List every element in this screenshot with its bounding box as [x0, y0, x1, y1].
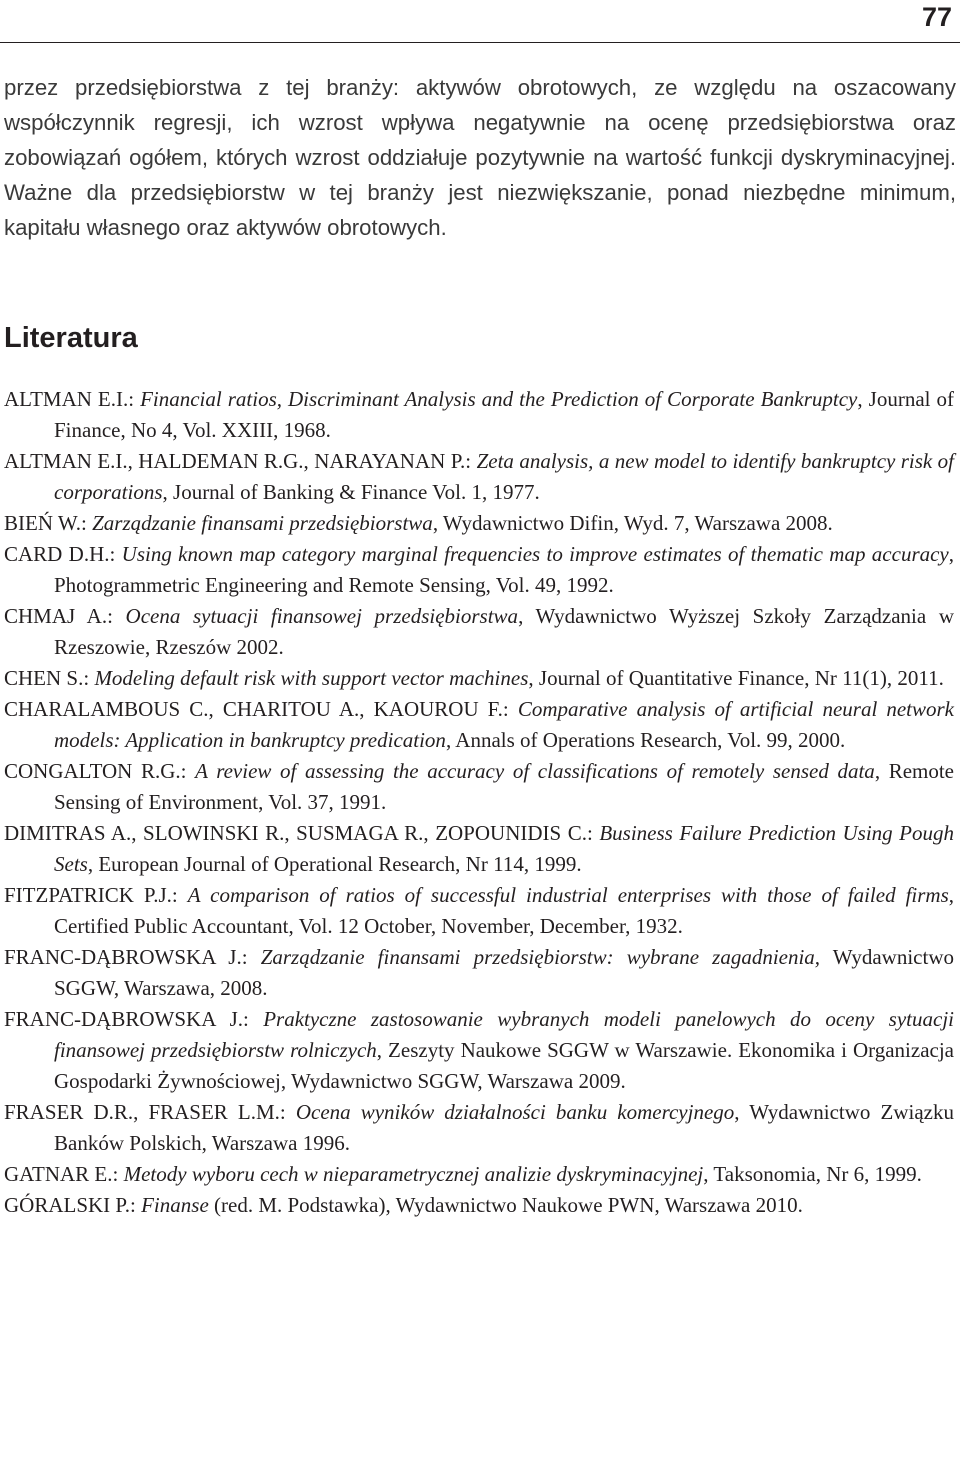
- reference-title: Business Failure Prediction Using Pough Sets: [54, 821, 954, 876]
- reference-title: Ocena wyników działalności banku komercyjnego: [295, 1100, 735, 1124]
- reference-authors: CHARALAMBOUS C., CHARITOU A., KAOUROU F.:: [4, 697, 518, 721]
- reference-source: , Taksonomia, Nr 6, 1999.: [703, 1162, 922, 1186]
- reference-item: [4, 508, 954, 539]
- reference-item: [4, 663, 954, 694]
- reference-item: [4, 1097, 954, 1159]
- reference-title: Metody wyboru cech w nieparametrycznej analizie dyskryminacyjnej: [123, 1162, 704, 1186]
- reference-item: [4, 446, 954, 508]
- reference-title: Finanse: [141, 1193, 209, 1217]
- reference-item: [4, 880, 954, 942]
- reference-item: [4, 942, 954, 1004]
- reference-authors: CHMAJ A.:: [4, 604, 126, 628]
- reference-authors: GÓRALSKI P.:: [4, 1193, 142, 1217]
- intro-paragraph: przez przedsiębiorstwa z tej branży: aktywów obrotowych, ze względu na oszacowany współczynnik regresji, ich wzrost wpływa negatywnie na ocenę przedsiębiorstwa oraz zobowiązań ogółem, których wzrost oddziałuje pozytywnie na wartość funkcji dyskryminacyjnej. Ważne dla przedsiębiorstw w tej branży jest niezwiększanie, ponad niezbędne minimum, kapitału własnego oraz aktywów obrotowych.: [4, 75, 956, 240]
- reference-source: , Annals of Operations Research, Vol. 99, 2000.: [445, 728, 846, 752]
- reference-source: , Certified Public Accountant, Vol. 12 October, November, December, 1932.: [54, 883, 954, 938]
- reference-source: , Remote Sensing of Environment, Vol. 37, 1991.: [54, 759, 955, 814]
- reference-authors: BIEŃ W.:: [4, 511, 93, 535]
- reference-list: [4, 384, 954, 1221]
- reference-authors: DIMITRAS A., SLOWINSKI R., SUSMAGA R., ZOPOUNIDIS C.:: [4, 821, 600, 845]
- reference-authors: CONGALTON R.G.:: [4, 759, 196, 783]
- reference-item: [4, 601, 954, 663]
- reference-source: Wydawnictwo SGGW, Warszawa, 2008.: [54, 945, 954, 1000]
- reference-source: , European Journal of Operational Research, Nr 114, 1999.: [87, 852, 582, 876]
- reference-item: [4, 818, 954, 880]
- reference-title: A review of assessing the accuracy of classifications of remotely sensed data: [195, 759, 875, 783]
- page-number: 77: [921, 2, 952, 32]
- reference-source: (red. M. Podstawka), Wydawnictwo Naukowe PWN, Warszawa 2010.: [208, 1193, 803, 1217]
- reference-title: Praktyczne zastosowanie wybranych modeli panelowych do oceny sytuacji finansowej przedsiębiorstw rolniczych: [54, 1007, 954, 1062]
- reference-source: , Zeszyty Naukowe SGGW w Warszawie. Ekonomika i Organizacja Gospodarki Żywnościowej, Wydawnictwo SGGW, Warszawa 2009.: [54, 1038, 954, 1093]
- reference-authors: CARD D.H.:: [4, 542, 122, 566]
- section-heading: Literatura: [4, 322, 138, 354]
- reference-item: [4, 384, 954, 446]
- reference-item: [4, 1004, 954, 1097]
- reference-item: [4, 694, 954, 756]
- reference-authors: GATNAR E.:: [4, 1162, 124, 1186]
- reference-item: [4, 756, 954, 818]
- reference-title: Modeling default risk with support vector machines: [94, 666, 529, 690]
- reference-item: [4, 539, 954, 601]
- reference-authors: FITZPATRICK P.J.:: [4, 883, 188, 907]
- reference-source: , Journal of Quantitative Finance, Nr 11(1), 2011.: [528, 666, 944, 690]
- reference-authors: FRANC-DĄBROWSKA J.:: [4, 1007, 264, 1031]
- reference-title: Ocena sytuacji finansowej przedsiębiorstwa: [125, 604, 519, 628]
- reference-item: [4, 1190, 954, 1221]
- reference-source: , Journal of Finance, No 4, Vol. XXIII, 1968.: [54, 387, 954, 442]
- reference-source: , Photogrammetric Engineering and Remote Sensing, Vol. 49, 1992.: [54, 542, 955, 597]
- reference-title: Comparative analysis of artificial neural network models: Application in bankruptcy predication: [54, 697, 955, 752]
- reference-authors: CHEN S.:: [4, 666, 95, 690]
- reference-title: Using known map category marginal frequencies to improve estimates of thematic map accuracy: [121, 542, 949, 566]
- reference-authors: ALTMAN E.I., HALDEMAN R.G., NARAYANAN P.:: [4, 449, 477, 473]
- header-rule: [0, 42, 960, 43]
- reference-title: Financial ratios, Discriminant Analysis and the Prediction of Corporate Bankruptcy: [140, 387, 858, 411]
- reference-title: Zarządzanie finansami przedsiębiorstwa: [92, 511, 433, 535]
- reference-title: A comparison of ratios of successful industrial enterprises with those of failed firms: [187, 883, 949, 907]
- reference-source: , Wydawnictwo Difin, Wyd. 7, Warszawa 2008.: [432, 511, 833, 535]
- reference-authors: FRASER D.R., FRASER L.M.:: [4, 1100, 296, 1124]
- reference-authors: ALTMAN E.I.:: [4, 387, 141, 411]
- reference-item: [4, 1159, 954, 1190]
- reference-source: , Wydawnictwo Wyższej Szkoły Zarządzania w Rzeszowie, Rzeszów 2002.: [54, 604, 954, 659]
- reference-authors: FRANC-DĄBROWSKA J.:: [4, 945, 261, 969]
- reference-title: Zeta analysis, a new model to identify bankruptcy risk of corporations: [54, 449, 954, 504]
- reference-title: Zarządzanie finansami przedsiębiorstw: wybrane zagadnienia,: [260, 945, 821, 969]
- reference-source: , Journal of Banking & Finance Vol. 1, 1977.: [162, 480, 540, 504]
- reference-source: , Wydawnictwo Związku Banków Polskich, Warszawa 1996.: [54, 1100, 954, 1155]
